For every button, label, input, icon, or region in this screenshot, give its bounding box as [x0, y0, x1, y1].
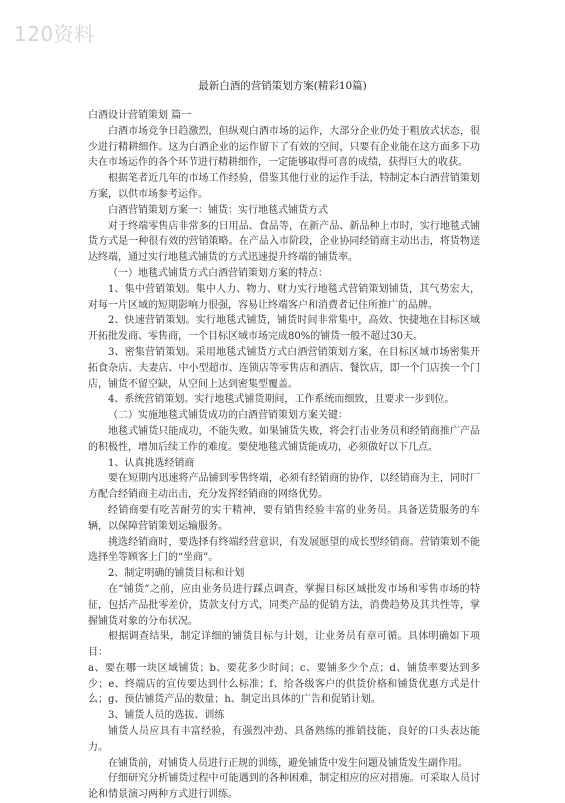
watermark-logo: 120资料 [14, 22, 95, 46]
body-paragraph: 白酒市场竞争日趋激烈，但纵观白酒市场的运作，大部分企业仍处于粗放式状态，很少进行精耕细作。这为白酒企业的运作留下了有效的空间，只要有企业能在这方面多下功夫在市场运作的各个环节进行精耕细作，一定能够取得可喜的成绩，获得巨大的收获。 [88, 125, 480, 169]
body-paragraph: 地毯式铺货只能成功，不能失败。如果铺货失败，将会打击业务员和经销商推广产品的积极性，增加后续工作的难度。要使地毯式铺货能成功，必须做好以下几点。 [88, 425, 480, 453]
body-paragraph: 对于终端零售店非常多的日用品、食品等，在新产品、新品种上市时，实行地毯式铺货方式是一种很有效的营销策略。在产品入市阶段，企业协同经销商主动出击，将货物送达终端，通过实行地毯式铺货的方式迅速提升终端的铺货率。 [88, 220, 480, 264]
body-paragraph: 在铺货前，对铺货人员进行正规的训练，避免铺货中发生问题及铺货发生副作用。 [108, 757, 468, 769]
body-paragraph: a、要在哪一块区域铺货；b、要花多少时间；c、要铺多少个点；d、铺货率要达到多少；e、终端店的宣传要达到什么标准；f、给各级客户的供货价格和铺货优惠方式是什么；g、预估铺货产品的数量；h、制定出具体的广告和促销计划。 [88, 662, 480, 706]
body-paragraph: 3、铺货人员的选拔、训练 [108, 710, 225, 722]
document-title: 最新白酒的营销策划方案(精彩10篇) [198, 80, 367, 92]
body-paragraph: 2、制定明确的铺货目标和计划 [108, 568, 245, 580]
body-paragraph: 1、认真挑选经销商 [108, 457, 195, 469]
body-paragraph: 挑选经销商时，要选择有终端经营意识，有发展愿望的成长型经销商。营销策划不能选择坐等顾客上门的“坐商”。 [88, 536, 480, 564]
body-paragraph: 在“铺货”之前，应由业务员进行踩点调查，掌握目标区域批发市场和零售市场的特征，包括产品批零差价，货款支付方式，同类产品的促销方法，消费趋势及其共性等，掌握铺货对象的分布状况。 [88, 583, 480, 627]
body-paragraph: 根据调查结果，制定详细的铺货目标与计划，让业务员有章可循。具体明确如下项目： [88, 631, 480, 659]
body-paragraph: 根据笔者近几年的市场工作经验，借鉴其他行业的运作手法，特制定本白酒营销策划方案，以供市场参考运作。 [88, 173, 480, 200]
body-paragraph: 铺货人员应具有丰富经验，有强烈冲劲、具备熟练的推销技能、良好的口头表达能力。 [88, 726, 480, 753]
document-body [88, 108, 480, 803]
body-paragraph: 1、集中营销策划。集中人力、物力、财力实行地毯式营销策划铺货，其气势宏大，对每一片区域的短期影响力很强，容易让终端客户和消费者记住所推广的品牌。 [88, 283, 480, 311]
body-paragraph: 白酒营销策划方案一：铺货：实行地毯式铺货方式 [108, 204, 328, 216]
body-paragraph: 仔细研究分析铺货过程中可能遇到的各种困难，制定相应的应对措施。可采取人员讨论和情景演习两种方式进行训练。 [88, 773, 480, 801]
body-paragraph: 3、密集营销策划。采用地毯式铺货方式白酒营销策划方案，在目标区域市场密集开拓食杂店、夫妻店、中小型超市、连锁店等零售店和酒店、餐饮店，即一个门店挨一个门店，铺货不留空缺，从空间上达到密集型覆盖。 [88, 346, 480, 390]
section-heading: 白酒设计营销策划 篇一 [88, 110, 192, 121]
body-paragraph: （一）地毯式铺货方式白酒营销策划方案的特点： [108, 267, 328, 279]
body-paragraph: 4、系统营销策划。实行地毯式铺货期间，工作系统而细致，且要求一步到位。 [108, 394, 455, 406]
body-paragraph: 要在短期内迅速将产品铺到零售终端，必须有经销商的协作，以经销商为主，同时厂方配合经销商主动出击，充分发挥经销商的网络优势。 [88, 473, 480, 501]
body-paragraph: （二）实施地毯式铺货成功的白酒营销策划方案关键： [108, 410, 348, 422]
body-paragraph: 2、快速营销策划。实行地毯式铺货，铺货时间非常集中，高效、快捷地在目标区域开拓批发商、零售商，一个目标区域市场完成80%的铺货一般不超过30天。 [88, 315, 480, 343]
body-paragraph: 经销商要有吃苦耐劳的实干精神，要有销售经验丰富的业务员。具备送货服务的车辆，以保障营销策划运输服务。 [88, 504, 480, 532]
